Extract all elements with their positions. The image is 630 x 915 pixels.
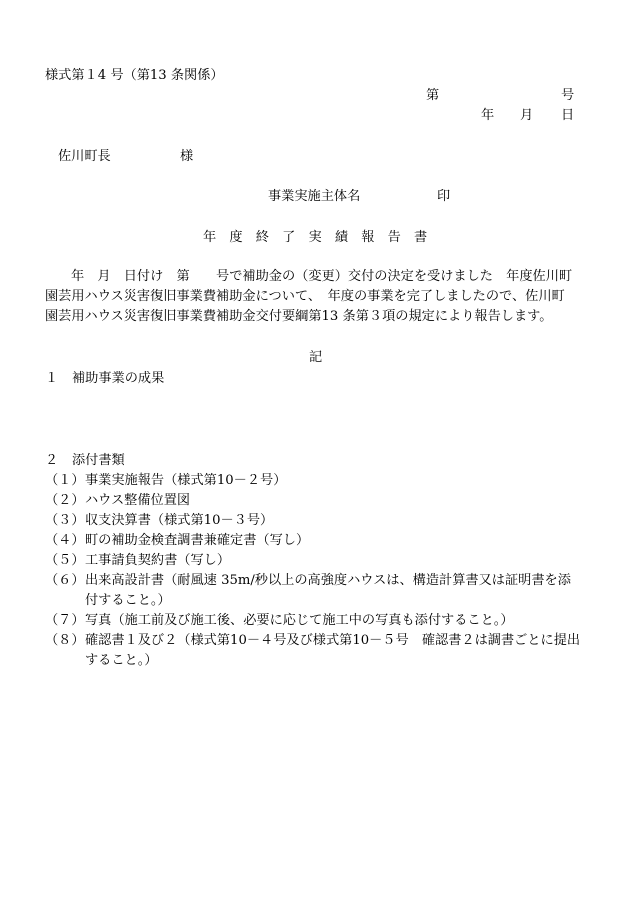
section2-label: 添付書類 bbox=[72, 453, 125, 468]
attachment-text: ハウス整備位置図 bbox=[85, 493, 191, 508]
attachment-num: （１） bbox=[45, 473, 85, 488]
attachment-text: 町の補助金検査調書兼確定書（写し） bbox=[85, 533, 310, 548]
section2-num: ２ bbox=[45, 453, 59, 468]
attachment-num: （６） bbox=[45, 573, 85, 588]
number-prefix: 第 bbox=[426, 88, 440, 103]
attachment-text: 事業実施報告（様式第10－２号） bbox=[85, 473, 287, 488]
attachment-text-cont: すること。） bbox=[85, 653, 158, 668]
attachment-text: 写真（施工前及び施工後、必要に応じて施工中の写真も添付すること。） bbox=[85, 613, 514, 628]
section1-label: 補助事業の成果 bbox=[72, 371, 165, 386]
number-suffix: 号 bbox=[561, 88, 575, 103]
ki-heading: 記 bbox=[309, 350, 323, 365]
attachment-num: （２） bbox=[45, 493, 85, 508]
attachment-num: （７） bbox=[45, 613, 85, 628]
attachment-num: （８） bbox=[45, 633, 85, 648]
attachment-num: （４） bbox=[45, 533, 85, 548]
date-year: 年 bbox=[481, 108, 495, 123]
attachment-text: 確認書１及び２（様式第10－４号及び様式第10－５号 確認書２は調書ごとに提出 bbox=[85, 633, 581, 648]
attachment-num: （５） bbox=[45, 553, 85, 568]
attachment-text: 工事請負契約書（写し） bbox=[85, 553, 231, 568]
attachment-num: （３） bbox=[45, 513, 85, 528]
applicant-label: 事業実施主体名 bbox=[268, 189, 361, 204]
body-line: 年 月 日付け 第 号で補助金の（変更）交付の決定を受けました 年度佐川町 bbox=[71, 269, 573, 284]
body-line: 園芸用ハウス災害復旧事業費補助金交付要綱第13 条第３項の規定により報告します。 bbox=[45, 309, 553, 324]
addressee-honorific: 様 bbox=[180, 149, 194, 164]
form-label: 様式第１4 号（第13 条関係） bbox=[45, 68, 224, 83]
attachment-text-cont: 付すること。） bbox=[85, 593, 171, 608]
attachment-text: 収支決算書（様式第10－３号） bbox=[85, 513, 274, 528]
addressee-name: 佐川町長 bbox=[58, 149, 111, 164]
attachment-text: 出来高設計書（耐風速 35m/秒以上の高強度ハウスは、構造計算書又は証明書を添 bbox=[85, 573, 571, 588]
body-paragraph bbox=[45, 267, 595, 327]
applicant-seal: 印 bbox=[437, 189, 451, 204]
date-month: 月 bbox=[520, 108, 534, 123]
date-day: 日 bbox=[561, 108, 575, 123]
document-title: 年 度 終 了 実 績 報 告 書 bbox=[203, 230, 428, 245]
body-line: 園芸用ハウス災害復旧事業費補助金について、 年度の事業を完了しましたので、佐川町 bbox=[45, 289, 565, 304]
section1-num: １ bbox=[45, 371, 59, 386]
